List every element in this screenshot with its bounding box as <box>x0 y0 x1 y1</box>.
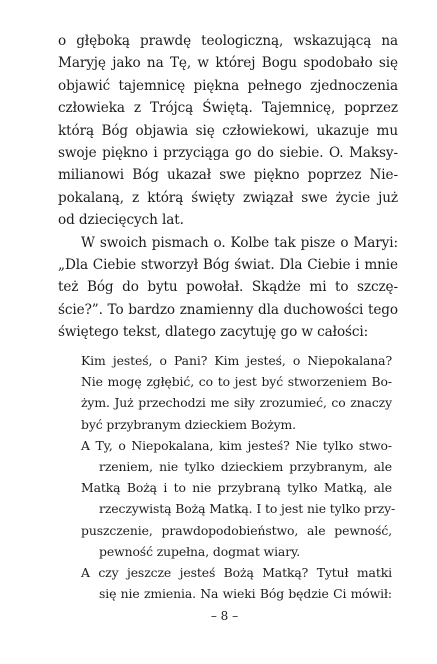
quote-line: A Ty, o Niepokalana, kim jesteś? Nie tylko stwo- <box>81 437 392 453</box>
quote-line: żym. Już przechodzi me siły zrozumieć, co znaczy <box>81 395 392 411</box>
text-line: świętego tekst, dlatego zacytuję go w całości: <box>58 324 369 341</box>
text-line: Maryję jako na Tę, w której Bogu spodobało się <box>58 55 398 72</box>
page-number: – 8 – <box>210 609 239 623</box>
quote-paragraph-3 <box>81 562 392 604</box>
quote-paragraph-1 <box>81 350 392 435</box>
quote-line: Matką Bożą i to nie przybraną tylko Matką, ale <box>81 480 392 496</box>
quote-line: Nie mogę zgłębić, co to jest być stworzeniem Bo- <box>81 374 392 390</box>
text-line: swoje piękno i przyciąga go do siebie. O. Maksy- <box>58 145 398 162</box>
text-line: objawić tajemnicę piękna pełnego zjednoczenia <box>58 77 398 94</box>
text-line: W swoich pismach o. Kolbe tak pisze o Maryi: <box>81 234 398 251</box>
text-line: którą Bóg objawia się człowiekowi, ukazuje mu <box>58 122 398 139</box>
text-line: ście?”. To bardzo znamienny dla duchowości tego <box>58 301 398 318</box>
text-line: milianowi Bóg ukazał swe piękno poprzez Nie- <box>58 167 398 184</box>
text-line: pokalaną, z którą święty związał swe życie już <box>58 189 398 206</box>
quote-line: pewność zupełna, dogmat wiary. <box>99 543 301 559</box>
text-line: człowieka z Trójcą Świętą. Tajemnicę, poprzez <box>58 100 398 117</box>
quote-line: rzeczywistą Bożą Matką. I to jest nie tylko przy- <box>99 501 396 517</box>
text-line: „Dla Ciebie stworzył Bóg świat. Dla Ciebie i mnie <box>58 257 398 274</box>
block-quote <box>81 350 396 604</box>
text-line: o głęboką prawdę teologiczną, wskazującą na <box>58 33 398 49</box>
text-line: też Bóg do bytu powołał. Skądże mi to szczę- <box>58 279 398 296</box>
quote-line: być przybranym dzieckiem Bożym. <box>81 416 296 432</box>
quote-line: rzeniem, nie tylko dzieckiem przybranym, ale <box>99 459 392 475</box>
main-text <box>58 30 398 344</box>
quote-line: Kim jesteś, o Pani? Kim jesteś, o Niepokalana? <box>81 353 392 368</box>
paragraph-1 <box>58 30 398 232</box>
quote-line: się nie zmienia. Na wieki Bóg będzie Ci mówił: <box>99 586 392 602</box>
quote-paragraph-2 <box>81 435 396 562</box>
quote-line: puszczenie, prawdopodobieństwo, ale pewność, <box>81 522 392 538</box>
paragraph-2 <box>58 232 398 344</box>
text-line: od dziecięcych lat. <box>58 212 184 229</box>
quote-line: A czy jeszcze jesteś Bożą Matką? Tytuł matki <box>81 565 392 581</box>
